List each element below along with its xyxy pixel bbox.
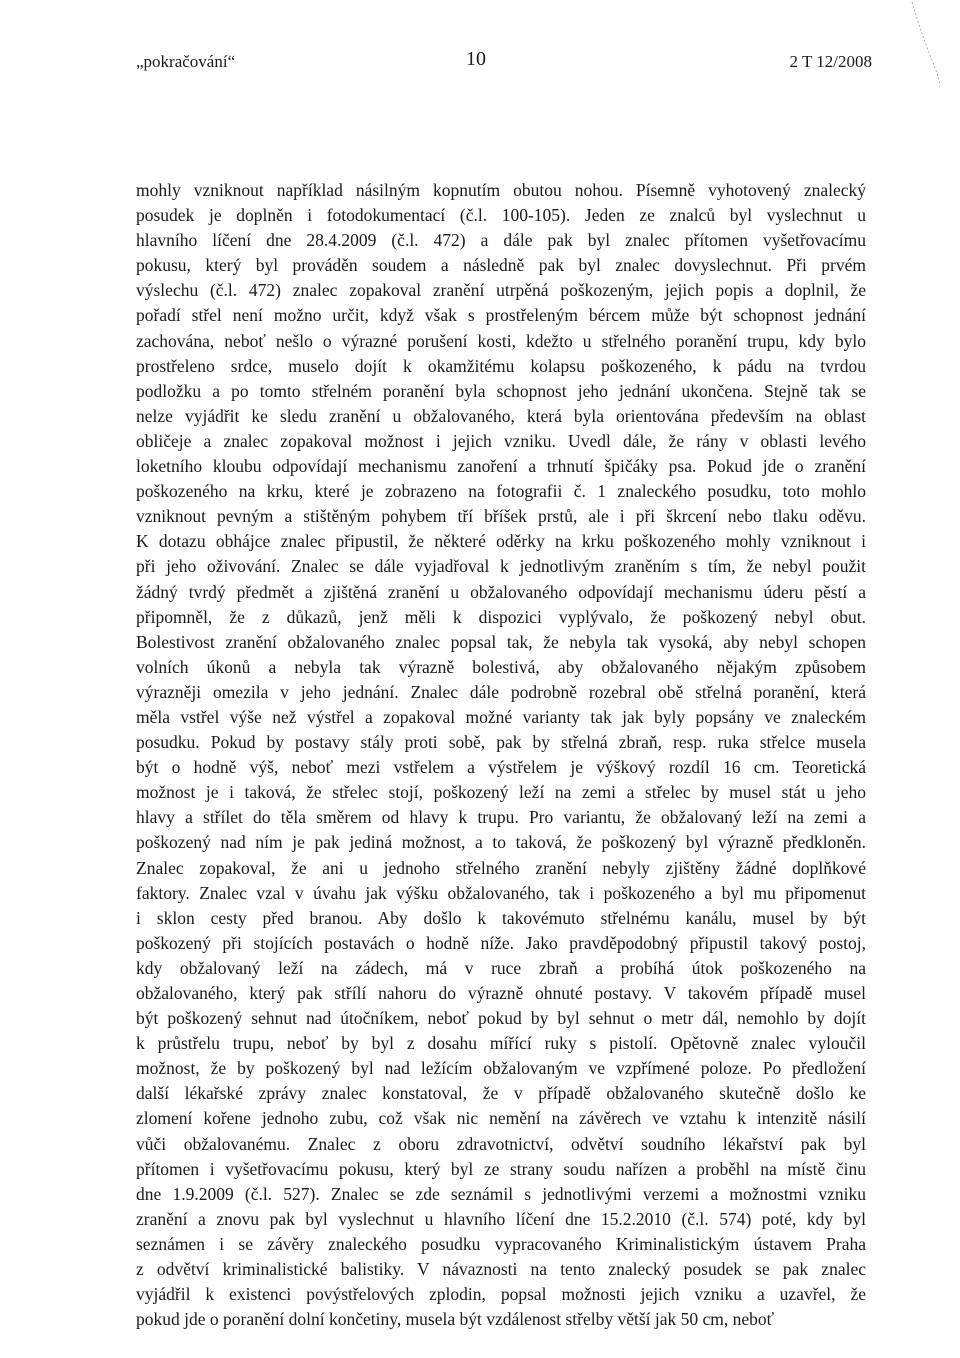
text-line: Bolestivost zranění obžalovaného znalec popsal tak, že nebyla tak vysoká, aby nebyl schopen [136, 631, 866, 652]
text-line: zranění a znovu pak byl vyslechnut u hlavního líčení dne 15.2.2010 (č.l. 574) poté, kdy byl [136, 1208, 866, 1229]
text-line: vyjádřil k existenci povýstřelových zplodin, popsal možnosti jejich vzniku a uzavřel, že [136, 1284, 866, 1305]
text-line: kdy obžalovaný leží na zádech, má v ruce zbraň a probíhá útok poškozeného na [136, 957, 866, 978]
text-line: přítomen i vyšetřovacímu pokusu, který byl ze strany soudu nařízen a proběhl na místě činu [136, 1158, 866, 1179]
text-line: vzniknout pevným a stištěným pohybem tří bříšek prstů, ale i při škrcení nebo tlaku oděvu. [136, 506, 866, 527]
text-line: další lékařské zprávy znalec konstatoval, že v případě obžalovaného skutečně došlo ke [136, 1083, 866, 1104]
text-line: posudku. Pokud by postavy stály proti sobě, pak by střelná zbraň, resp. ruka střelce musela [136, 732, 866, 753]
text-line: Znalec zopakoval, že ani u jednoho střelného zranění nebyly zjištěny žádné doplňkové [136, 857, 866, 878]
text-line: obžalovaného, který pak střílí nahoru do výrazně ohnuté postavy. V takovém případě musel [136, 983, 866, 1003]
text-line: podložku a po tomto střelném poranění byla schopnost jeho jednání ukončena. Stejně tak se [136, 380, 866, 401]
text-line: z odvětví kriminalistické balistiky. V návaznosti na tento znalecký posudek se pak znalec [136, 1259, 866, 1280]
text-line: poškozený nad ním je pak jediná možnost, a to taková, že poškozený byl výrazně předkloněn. [136, 832, 866, 853]
scan-corner-mark [910, 0, 940, 90]
text-line: možnost je i taková, že střelec stojí, poškozený leží na zemi a střelec by musel stát u jeho [136, 782, 866, 803]
text-line: měla vstřel výše než výstřel a zopakoval možné varianty tak jak byly popsány ve znaleckém [136, 706, 866, 727]
text-line: volních úkonů a nebyla tak výrazně bolestivá, aby obžalovaného nějakým způsobem [136, 656, 866, 677]
text-line: prostřeleno srdce, muselo dojít k okamžitému kolapsu poškozeného, k pádu na tvrdou [136, 355, 866, 376]
text-line: i sklon cesty před branou. Aby došlo k takovémuto střelnému kanálu, musel by být [136, 907, 866, 928]
text-line: loketního kloubu odpovídají mechanismu zanoření a trhnutí špičáky psa. Pokud jde o zranění [136, 456, 866, 477]
text-line: obličeje a znalec zopakoval možnost i jejich vzniku. Uvedl dále, že rány v oblasti levého [136, 430, 866, 451]
text-line: K dotazu obhájce znalec připustil, že některé oděrky na krku poškozeného mohly vzniknout i [136, 531, 866, 552]
text-line: připomněl, že z důkazů, jenž měli k dispozici vyplývalo, že poškozený nebyl obut. [136, 606, 866, 627]
text-line: pořadí střel není možno určit, když však s prostřeleným bércem může být schopnost jednání [136, 305, 866, 326]
text-line: možnost, že by poškozený byl nad ležícím obžalovaným ve vzpřímené poloze. Po předložení [136, 1058, 866, 1079]
document-body [136, 178, 866, 1332]
text-line: dne 1.9.2009 (č.l. 527). Znalec se zde seznámil s jednotlivými verzemi a možnostmi vzniku [136, 1183, 866, 1204]
text-line: vůči obžalovanému. Znalec z oboru zdravotnictví, odvětví soudního lékařství pak byl [136, 1133, 866, 1154]
text-line: hlavního líčení dne 28.4.2009 (č.l. 472) a dále pak byl znalec přítomen vyšetřovacímu [136, 230, 866, 251]
text-line: zlomení kořene jednoho zubu, což však nic nemění na závěrech ve vztahu k intenzitě násilí [136, 1108, 866, 1129]
text-line: faktory. Znalec vzal v úvahu jak výšku obžalovaného, tak i poškozeného a byl mu připomenut [136, 882, 866, 903]
text-line: být poškozený sehnut nad útočníkem, neboť pokud by byl sehnut o metr dál, nemohlo by dojít [136, 1008, 866, 1029]
page-header [0, 48, 960, 78]
text-line: při jeho oživování. Znalec se dále vyjadřoval k jednotlivým zraněním s tím, že nebyl použit [136, 556, 866, 577]
text-line: posudek je doplněn i fotodokumentací (č.l. 100-105). Jeden ze znalců byl vyslechnut u [136, 205, 866, 226]
text-line: pokud jde o poranění dolní končetiny, musela být vzdálenost střelby větší jak 50 cm, neboť [136, 1309, 775, 1330]
text-line: poškozený při stojících postavách o hodně níže. Jako pravděpodobný připustil takový postoj, [136, 932, 866, 953]
text-line: seznámen i se závěry znaleckého posudku vypracovaného Kriminalistickým ústavem Praha [136, 1233, 866, 1254]
text-line: mohly vzniknout například násilným kopnutím obutou nohou. Písemně vyhotovený znalecký [136, 180, 866, 200]
text-line: k průstřelu trupu, neboť by byl z dosahu mířící ruky s pistolí. Opětovně znalec vyloučil [136, 1033, 866, 1054]
text-line: výrazněji omezila v jeho jednání. Znalec dále podrobně rozebral obě střelná poranění, která [136, 681, 866, 702]
text-line: poškozeného na krku, které je zobrazeno na fotografii č. 1 znaleckého posudku, toto mohlo [136, 481, 866, 502]
case-number: 2 T 12/2008 [789, 52, 872, 71]
text-line: pokusu, který byl prováděn soudem a následně pak byl znalec dovyslechnut. Při prvém [136, 255, 866, 276]
page-number: 10 [466, 48, 486, 70]
text-line: výslechu (č.l. 472) znalec zopakoval zranění utrpěná poškozeným, jejich popis a doplnil, že [136, 280, 866, 301]
text-line: hlavy a střílet do těla směrem od hlavy k trupu. Pro variantu, že obžalovaný leží na zemi a [136, 807, 866, 828]
text-line: nelze vyjádřit ke sledu zranění u obžalovaného, která byla orientována především na oblast [136, 405, 866, 426]
text-line: zachována, neboť nešlo o výrazné porušení kosti, kdežto u střelného poranění trupu, kdy bylo [136, 330, 866, 351]
text-line: být o hodně výš, neboť mezi vstřelem a výstřelem je výškový rozdíl 16 cm. Teoretická [136, 757, 866, 778]
text-line: žádný tvrdý předmět a zjištěná zranění u obžalovaného odpovídají mechanismu úderu pěstí a [136, 581, 866, 602]
continuation-label: „pokračování“ [136, 52, 236, 71]
